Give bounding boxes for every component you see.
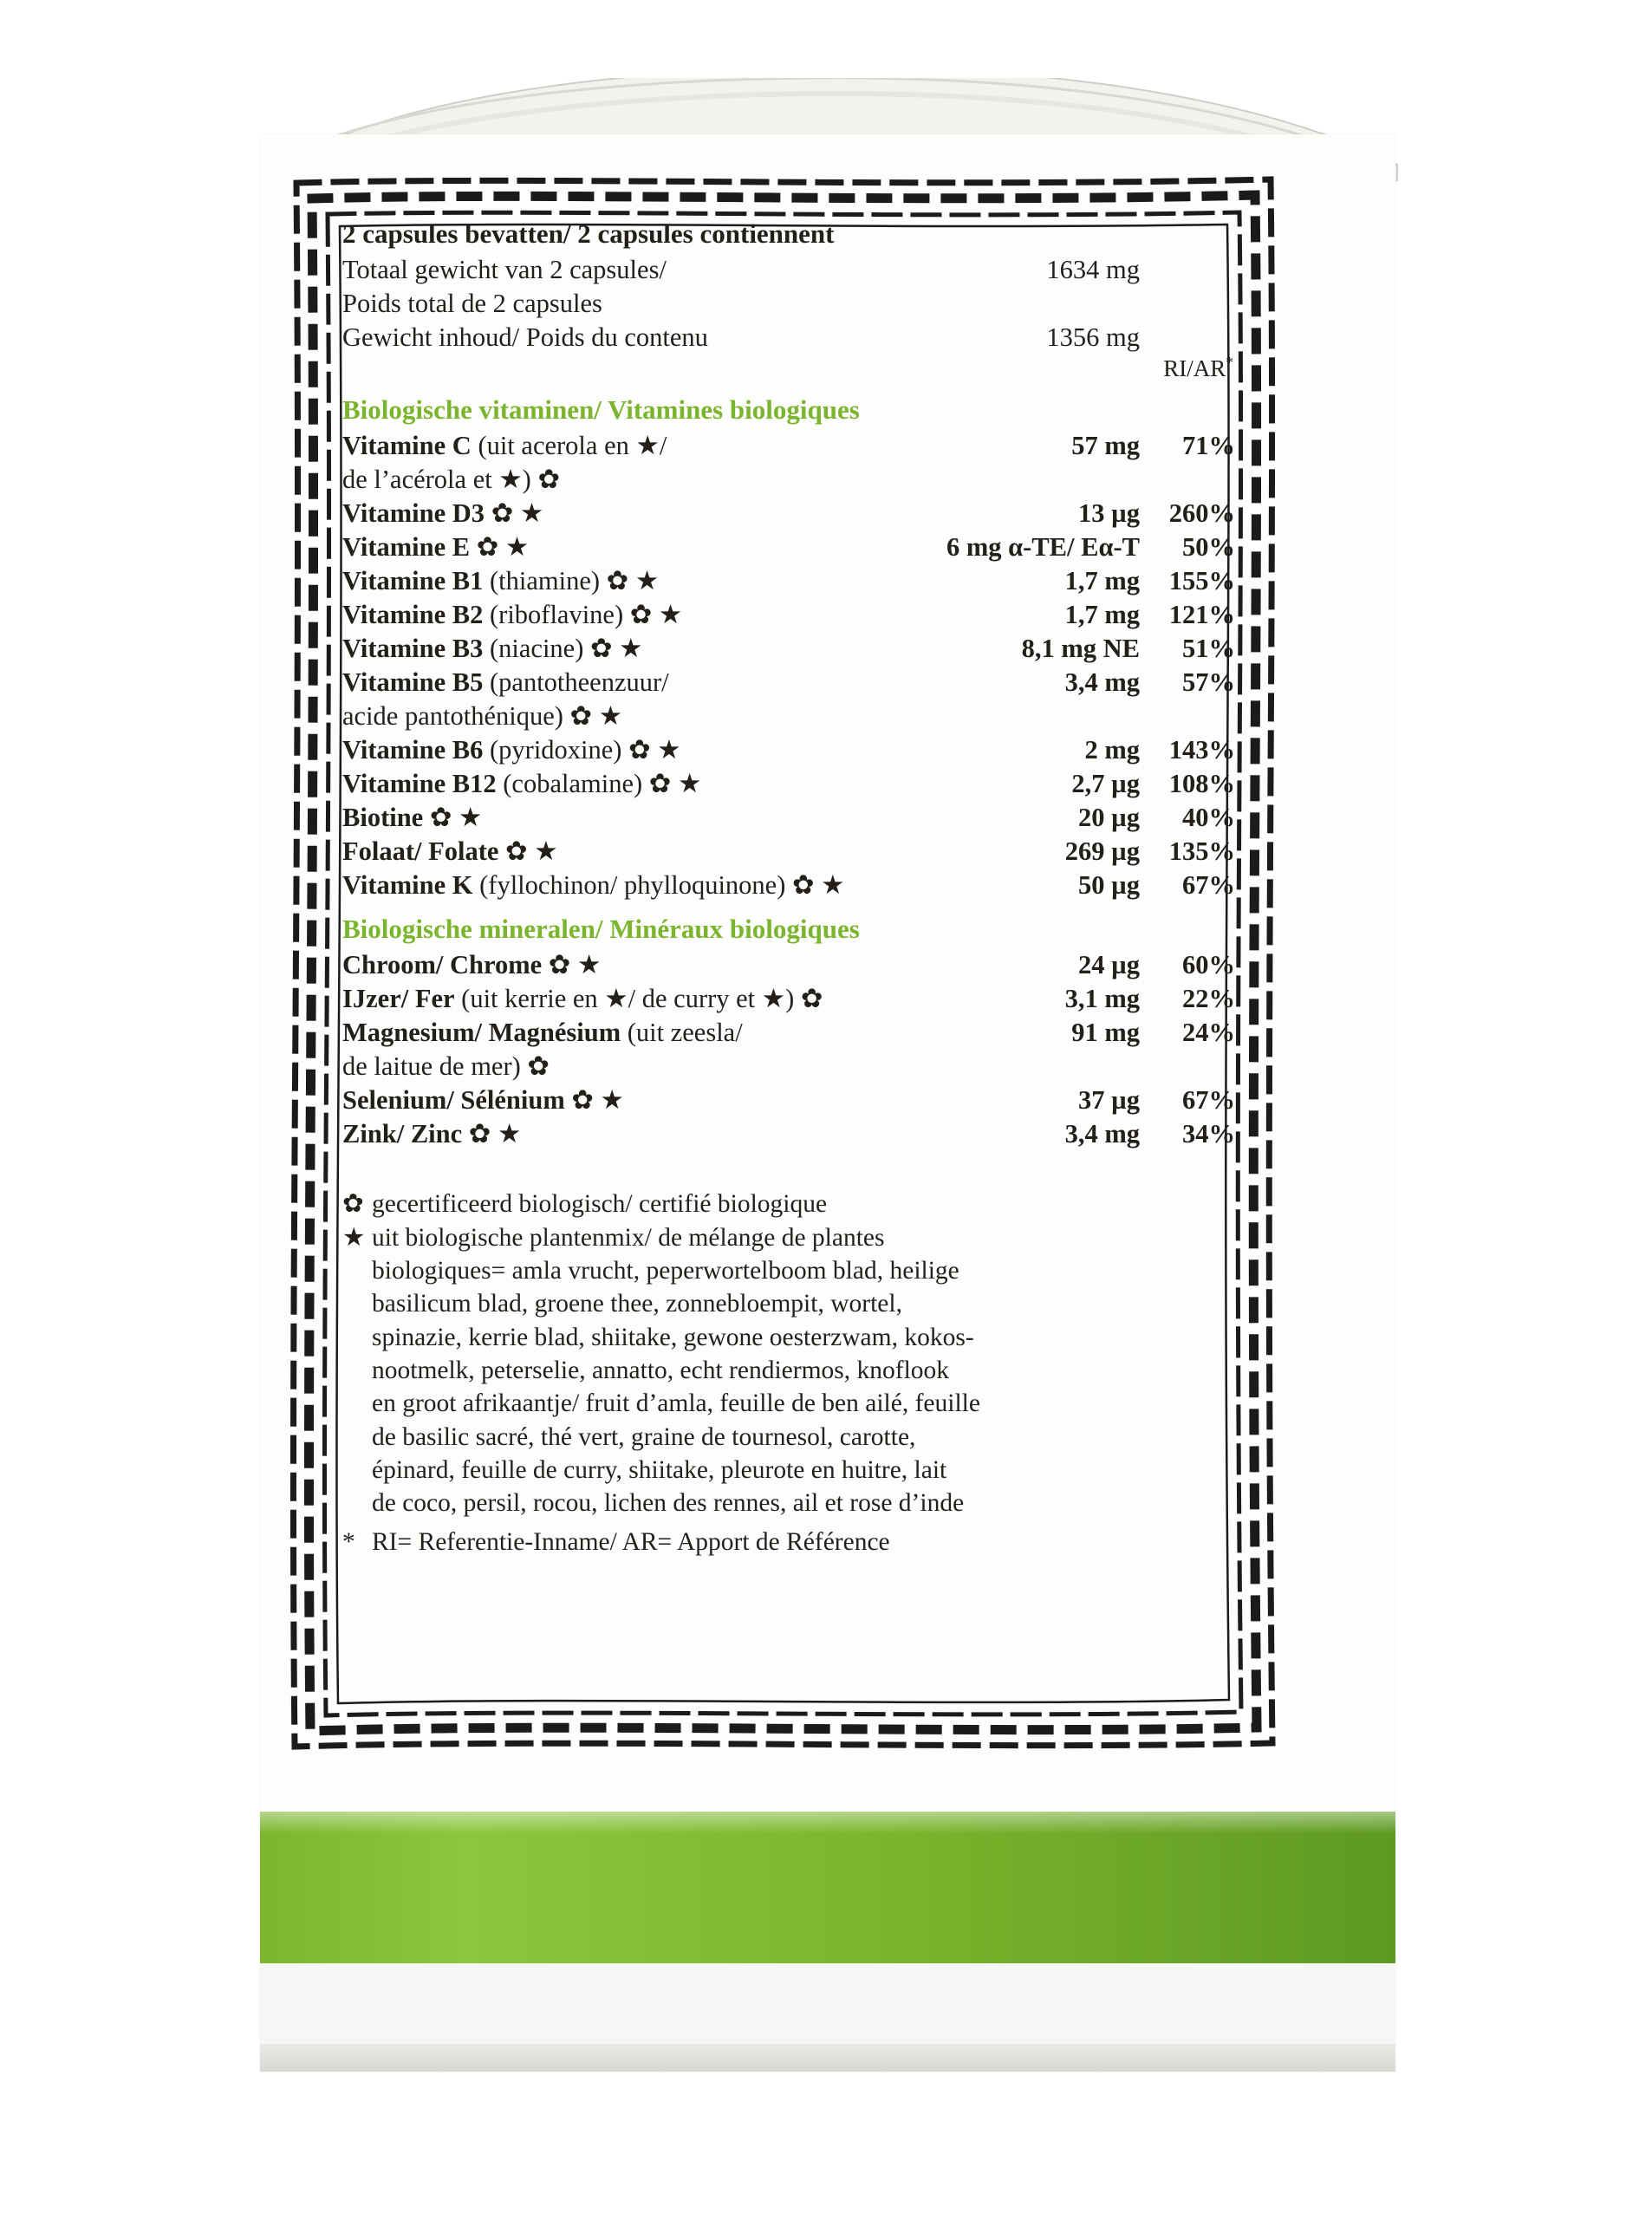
star-icon: ★ — [342, 1223, 366, 1252]
plantmix-line: épinard, feuille de curry, shiitake, pleurote en huitre, lait — [372, 1456, 947, 1485]
vitamins-section-heading: Biologische vitaminen/ Vitamines biologiques — [342, 394, 860, 426]
flower-icon: ✿ — [342, 1190, 364, 1219]
nutrient-ri: 143% — [1168, 735, 1235, 765]
plantmix-line: spinazie, kerrie blad, shiitake, gewone oesterzwam, kokos- — [372, 1323, 974, 1351]
minerals-list — [342, 948, 1235, 1151]
nutrient-ri: 155% — [1168, 566, 1235, 596]
nutrient-name: Chroom/ Chrome ✿ ★ — [342, 950, 602, 980]
nutrient-row — [342, 1083, 1235, 1117]
nutrient-amount: 13 µg — [1078, 498, 1140, 529]
nutrient-row — [342, 497, 1235, 530]
nutrient-amount: 1,7 mg — [1064, 600, 1140, 630]
nutrient-name-wrap: acide pantothénique) ✿ ★ — [342, 701, 623, 732]
nutrient-name: Zink/ Zinc ✿ ★ — [342, 1119, 522, 1149]
nutrient-row — [342, 598, 1235, 632]
content-weight-value: 1356 mg — [1046, 322, 1140, 352]
plantmix-line: nootmelk, peterselie, annatto, echt rendiermos, knoflook — [372, 1357, 950, 1384]
nutrient-ri: 71% — [1182, 430, 1235, 460]
nutrient-name: Vitamine B5 (pantotheenzuur/ — [342, 667, 669, 698]
nutrient-amount: 2 mg — [1084, 735, 1140, 765]
nutrient-row — [342, 1117, 1235, 1151]
total-weight-label: Totaal gewicht van 2 capsules/ — [342, 254, 667, 284]
nutrient-amount: 3,1 mg — [1064, 984, 1140, 1014]
nutrient-ri: 260% — [1168, 498, 1235, 529]
nutrient-name: Vitamine E ✿ ★ — [342, 532, 530, 563]
minerals-section-heading: Biologische mineralen/ Minéraux biologiques — [342, 914, 860, 945]
ri-header-asterisk: * — [1226, 353, 1233, 371]
vitamins-list — [342, 429, 1235, 902]
nutrient-amount: 57 mg — [1071, 430, 1140, 460]
nutrient-ri: 34% — [1182, 1119, 1235, 1149]
band-highlight — [260, 1812, 1395, 1834]
footnote-plantmix-text: uit biologische plantenmix/ de mélange de plantes — [372, 1223, 885, 1252]
total-weight-label-fr: Poids total de 2 capsules — [342, 288, 602, 318]
nutrient-name: IJzer/ Fer (uit kerrie en ★/ de curry et ★) ✿ — [342, 984, 823, 1014]
nutrient-name-wrap: de laitue de mer) ✿ — [342, 1051, 550, 1082]
nutrient-name: Magnesium/ Magnésium (uit zeesla/ — [342, 1018, 743, 1048]
footnote-ri — [342, 1526, 1235, 1559]
nutrient-name: Vitamine B3 (niacine) ✿ ★ — [342, 634, 643, 664]
footnote-plantmix — [342, 1221, 1235, 1254]
asterisk-icon: * — [342, 1527, 355, 1556]
nutrient-ri: 67% — [1182, 1085, 1235, 1116]
footnote-organic-text: gecertificeerd biologisch/ certifié biologique — [372, 1190, 828, 1219]
nutrient-row — [342, 835, 1235, 869]
label-title: 2 capsules bevatten/ 2 capsules contiennent — [342, 218, 835, 249]
footnote-organic — [342, 1188, 1235, 1220]
nutrient-amount: 2,7 µg — [1071, 769, 1140, 799]
footnote-ri-text: RI= Referentie-Inname/ AR= Apport de Référence — [372, 1527, 890, 1556]
nutrient-amount: 8,1 mg NE — [1021, 634, 1140, 664]
nutrient-ri: 57% — [1182, 667, 1235, 698]
nutrient-name: Vitamine B12 (cobalamine) ✿ ★ — [342, 769, 702, 799]
nutrient-amount: 1,7 mg — [1064, 566, 1140, 596]
nutrient-amount: 6 mg α-TE/ Eα-T — [946, 532, 1140, 563]
nutrient-ri: 135% — [1168, 836, 1235, 867]
nutrient-row — [342, 869, 1235, 902]
total-weight-value: 1634 mg — [1046, 254, 1140, 284]
nutrient-name: Vitamine K (fyllochinon/ phylloquinone) ✿ ★ — [342, 870, 845, 901]
nutrient-ri: 108% — [1168, 769, 1235, 799]
nutrient-ri: 67% — [1182, 870, 1235, 901]
nutrient-row — [342, 429, 1235, 463]
nutrient-row — [342, 948, 1235, 982]
nutrient-row — [342, 530, 1235, 564]
nutrient-row — [342, 982, 1235, 1016]
ri-column-header — [342, 353, 1235, 384]
package-bottom-edge — [260, 2044, 1395, 2072]
nutrient-name: Selenium/ Sélénium ✿ ★ — [342, 1085, 624, 1116]
nutrient-amount: 20 µg — [1078, 803, 1140, 833]
nutrient-amount: 37 µg — [1078, 1085, 1140, 1116]
supplement-package — [260, 87, 1395, 2167]
nutrient-ri: 60% — [1182, 950, 1235, 980]
nutrient-name: Vitamine B6 (pyridoxine) ✿ ★ — [342, 735, 681, 765]
nutrient-row — [342, 801, 1235, 835]
nutrient-amount: 269 µg — [1064, 836, 1140, 867]
plantmix-line: de basilic sacré, thé vert, graine de tournesol, carotte, — [372, 1422, 916, 1451]
nutrient-name: Vitamine D3 ✿ ★ — [342, 498, 544, 529]
content-weight-label: Gewicht inhoud/ Poids du contenu — [342, 322, 708, 352]
nutrition-label-content — [342, 217, 1235, 1559]
plantmix-line: basilicum blad, groene thee, zonnebloempit, wortel, — [372, 1290, 902, 1318]
footnotes-block — [342, 1188, 1235, 1559]
nutrient-row — [342, 632, 1235, 666]
nutrient-name: Biotine ✿ ★ — [342, 803, 483, 833]
nutrient-ri: 22% — [1182, 984, 1235, 1014]
nutrient-row — [342, 564, 1235, 598]
nutrient-amount: 3,4 mg — [1064, 667, 1140, 698]
nutrient-name: Vitamine C (uit acerola en ★/ — [342, 430, 667, 460]
nutrient-name: Folaat/ Folate ✿ ★ — [342, 836, 558, 867]
nutrient-name-wrap: de l’acérola et ★) ✿ — [342, 465, 561, 495]
nutrient-ri: 40% — [1182, 803, 1235, 833]
nutrient-row — [342, 1016, 1235, 1050]
nutrient-row — [342, 767, 1235, 801]
nutrient-ri: 24% — [1182, 1018, 1235, 1048]
nutrient-name: Vitamine B1 (thiamine) ✿ ★ — [342, 566, 660, 596]
nutrient-ri: 50% — [1182, 532, 1235, 563]
total-weight-row — [342, 253, 1235, 287]
plantmix-line: biologiques= amla vrucht, peperwortelboom blad, heilige — [372, 1256, 959, 1285]
plantmix-line: de coco, persil, rocou, lichen des rennes, ail et rose d’inde — [372, 1489, 965, 1518]
nutrient-row — [342, 733, 1235, 767]
nutrient-amount: 91 mg — [1071, 1018, 1140, 1048]
plantmix-line: en groot afrikaantje/ fruit d’amla, feuille de ben ailé, feuille — [372, 1389, 980, 1418]
nutrient-amount: 24 µg — [1078, 950, 1140, 980]
nutrient-ri: 51% — [1182, 634, 1235, 664]
content-weight-row — [342, 321, 1235, 355]
ri-header-text: RI/AR — [1163, 355, 1226, 381]
nutrient-amount: 3,4 mg — [1064, 1119, 1140, 1149]
nutrient-name: Vitamine B2 (riboflavine) ✿ ★ — [342, 600, 683, 630]
nutrient-row — [342, 666, 1235, 700]
nutrient-ri: 121% — [1168, 600, 1235, 630]
green-footer-band — [260, 1812, 1395, 1963]
nutrient-amount: 50 µg — [1078, 870, 1140, 901]
